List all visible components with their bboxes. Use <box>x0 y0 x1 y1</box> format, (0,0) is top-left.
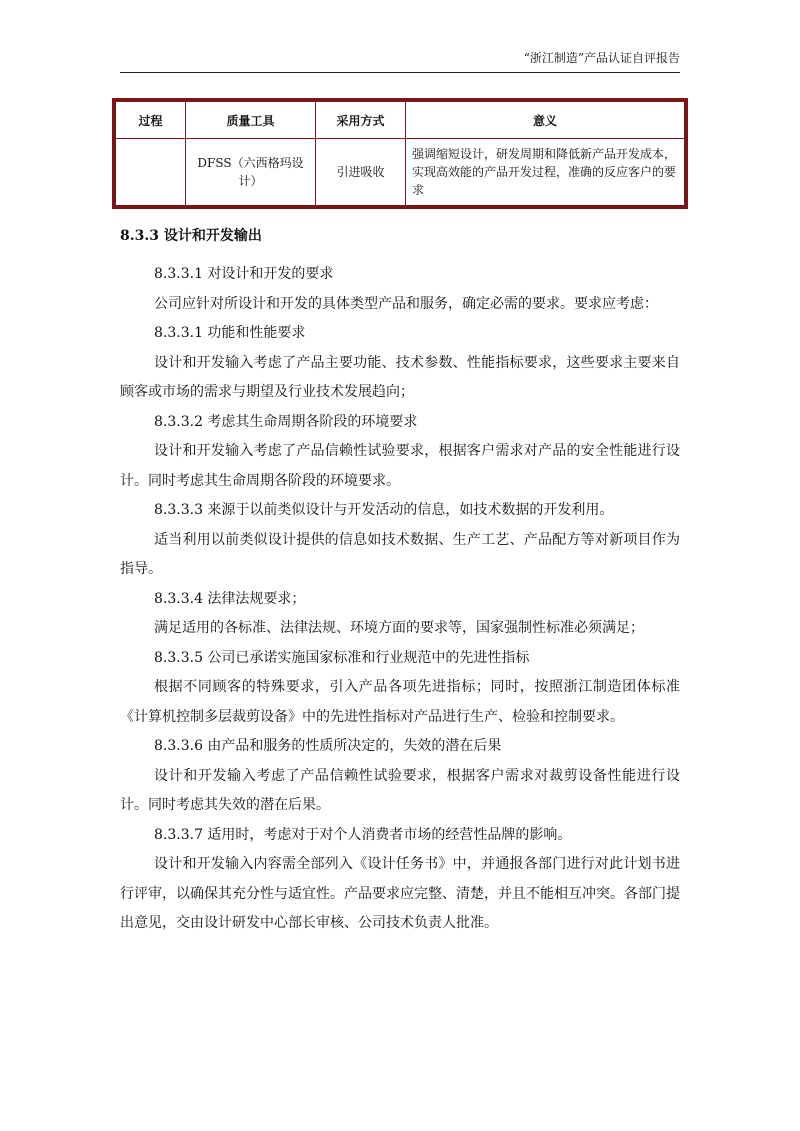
section-content <box>120 224 680 939</box>
subsection-heading: 8.3.3.1 对设计和开发的要求 <box>154 266 334 282</box>
subsection-heading: 8.3.3.6 由产品和服务的性质所决定的，失效的潜在后果 <box>154 738 502 754</box>
table-header-row <box>116 102 685 139</box>
subsection-heading: 8.3.3.5 公司已承诺实施国家标准和行业规范中的先进性指标 <box>154 649 530 666</box>
column-header-meaning: 意义 <box>406 102 685 139</box>
subsection-heading: 8.3.3.7 适用时，考虑对于对个人消费者市场的经营性品牌的影响。 <box>154 826 572 843</box>
quality-tools-table <box>112 98 688 209</box>
header-rule <box>120 72 680 73</box>
paragraph: 满足适用的各标准、法律法规、环境方面的要求等，国家强制性标准必须满足； <box>154 620 644 636</box>
paragraph: 公司应针对所设计和开发的具体类型产品和服务，确定必需的要求。要求应考虑： <box>154 295 658 312</box>
paragraph: 设计和开发输入考虑了产品主要功能、技术参数、性能指标要求，这些要求主要来自顾客或市场的需求与期望及行业技术发展趋向； <box>120 354 680 400</box>
paragraph: 设计和开发输入考虑了产品信赖性试验要求，根据客户需求对裁剪设备性能进行设计。同时考虑其失效的潜在后果。 <box>120 767 680 813</box>
column-header-tool: 质量工具 <box>186 102 316 139</box>
subsection-heading: 8.3.3.3 来源于以前类似设计与开发活动的信息，如技术数据的开发利用。 <box>154 502 614 518</box>
paragraph: 设计和开发输入内容需全部列入《设计任务书》中，并通报各部门进行对此计划书进行评审，以确保其充分性与适宜性。产品要求应完整、清楚，并且不能相互冲突。各部门提出意见，交由设计研发中心部长审核、公司技术负责人批准。 <box>120 856 680 931</box>
table-row <box>116 139 685 206</box>
section-title: 8.3.3 设计和开发输出 <box>120 228 262 244</box>
cell-process <box>116 139 186 206</box>
cell-meaning: 强调缩短设计，研发周期和降低新产品开发成本，实现高效能的产品开发过程，准确的反应客户的要求 <box>406 139 685 206</box>
column-header-process: 过程 <box>116 102 186 139</box>
subsection-heading: 8.3.3.4 法律法规要求； <box>154 590 306 607</box>
cell-method: 引进吸收 <box>316 139 406 206</box>
subsection-heading: 8.3.3.2 考虑其生命周期各阶段的环境要求 <box>154 413 418 430</box>
paragraph: 适当利用以前类似设计提供的信息如技术数据、生产工艺、产品配方等对新项目作为指导。 <box>120 531 680 577</box>
page-header: “浙江制造”产品认证自评报告 <box>523 51 680 65</box>
cell-tool: DFSS（六西格玛设计） <box>186 139 316 206</box>
paragraph: 设计和开发输入考虑了产品信赖性试验要求，根据客户需求对产品的安全性能进行设计。同时考虑其生命周期各阶段的环境要求。 <box>120 443 680 489</box>
subsection-heading: 8.3.3.1 功能和性能要求 <box>154 325 306 341</box>
paragraph: 根据不同顾客的特殊要求，引入产品各项先进指标；同时，按照浙江制造团体标准《计算机控制多层裁剪设备》中的先进性指标对产品进行生产、检验和控制要求。 <box>120 679 680 725</box>
column-header-method: 采用方式 <box>316 102 406 139</box>
